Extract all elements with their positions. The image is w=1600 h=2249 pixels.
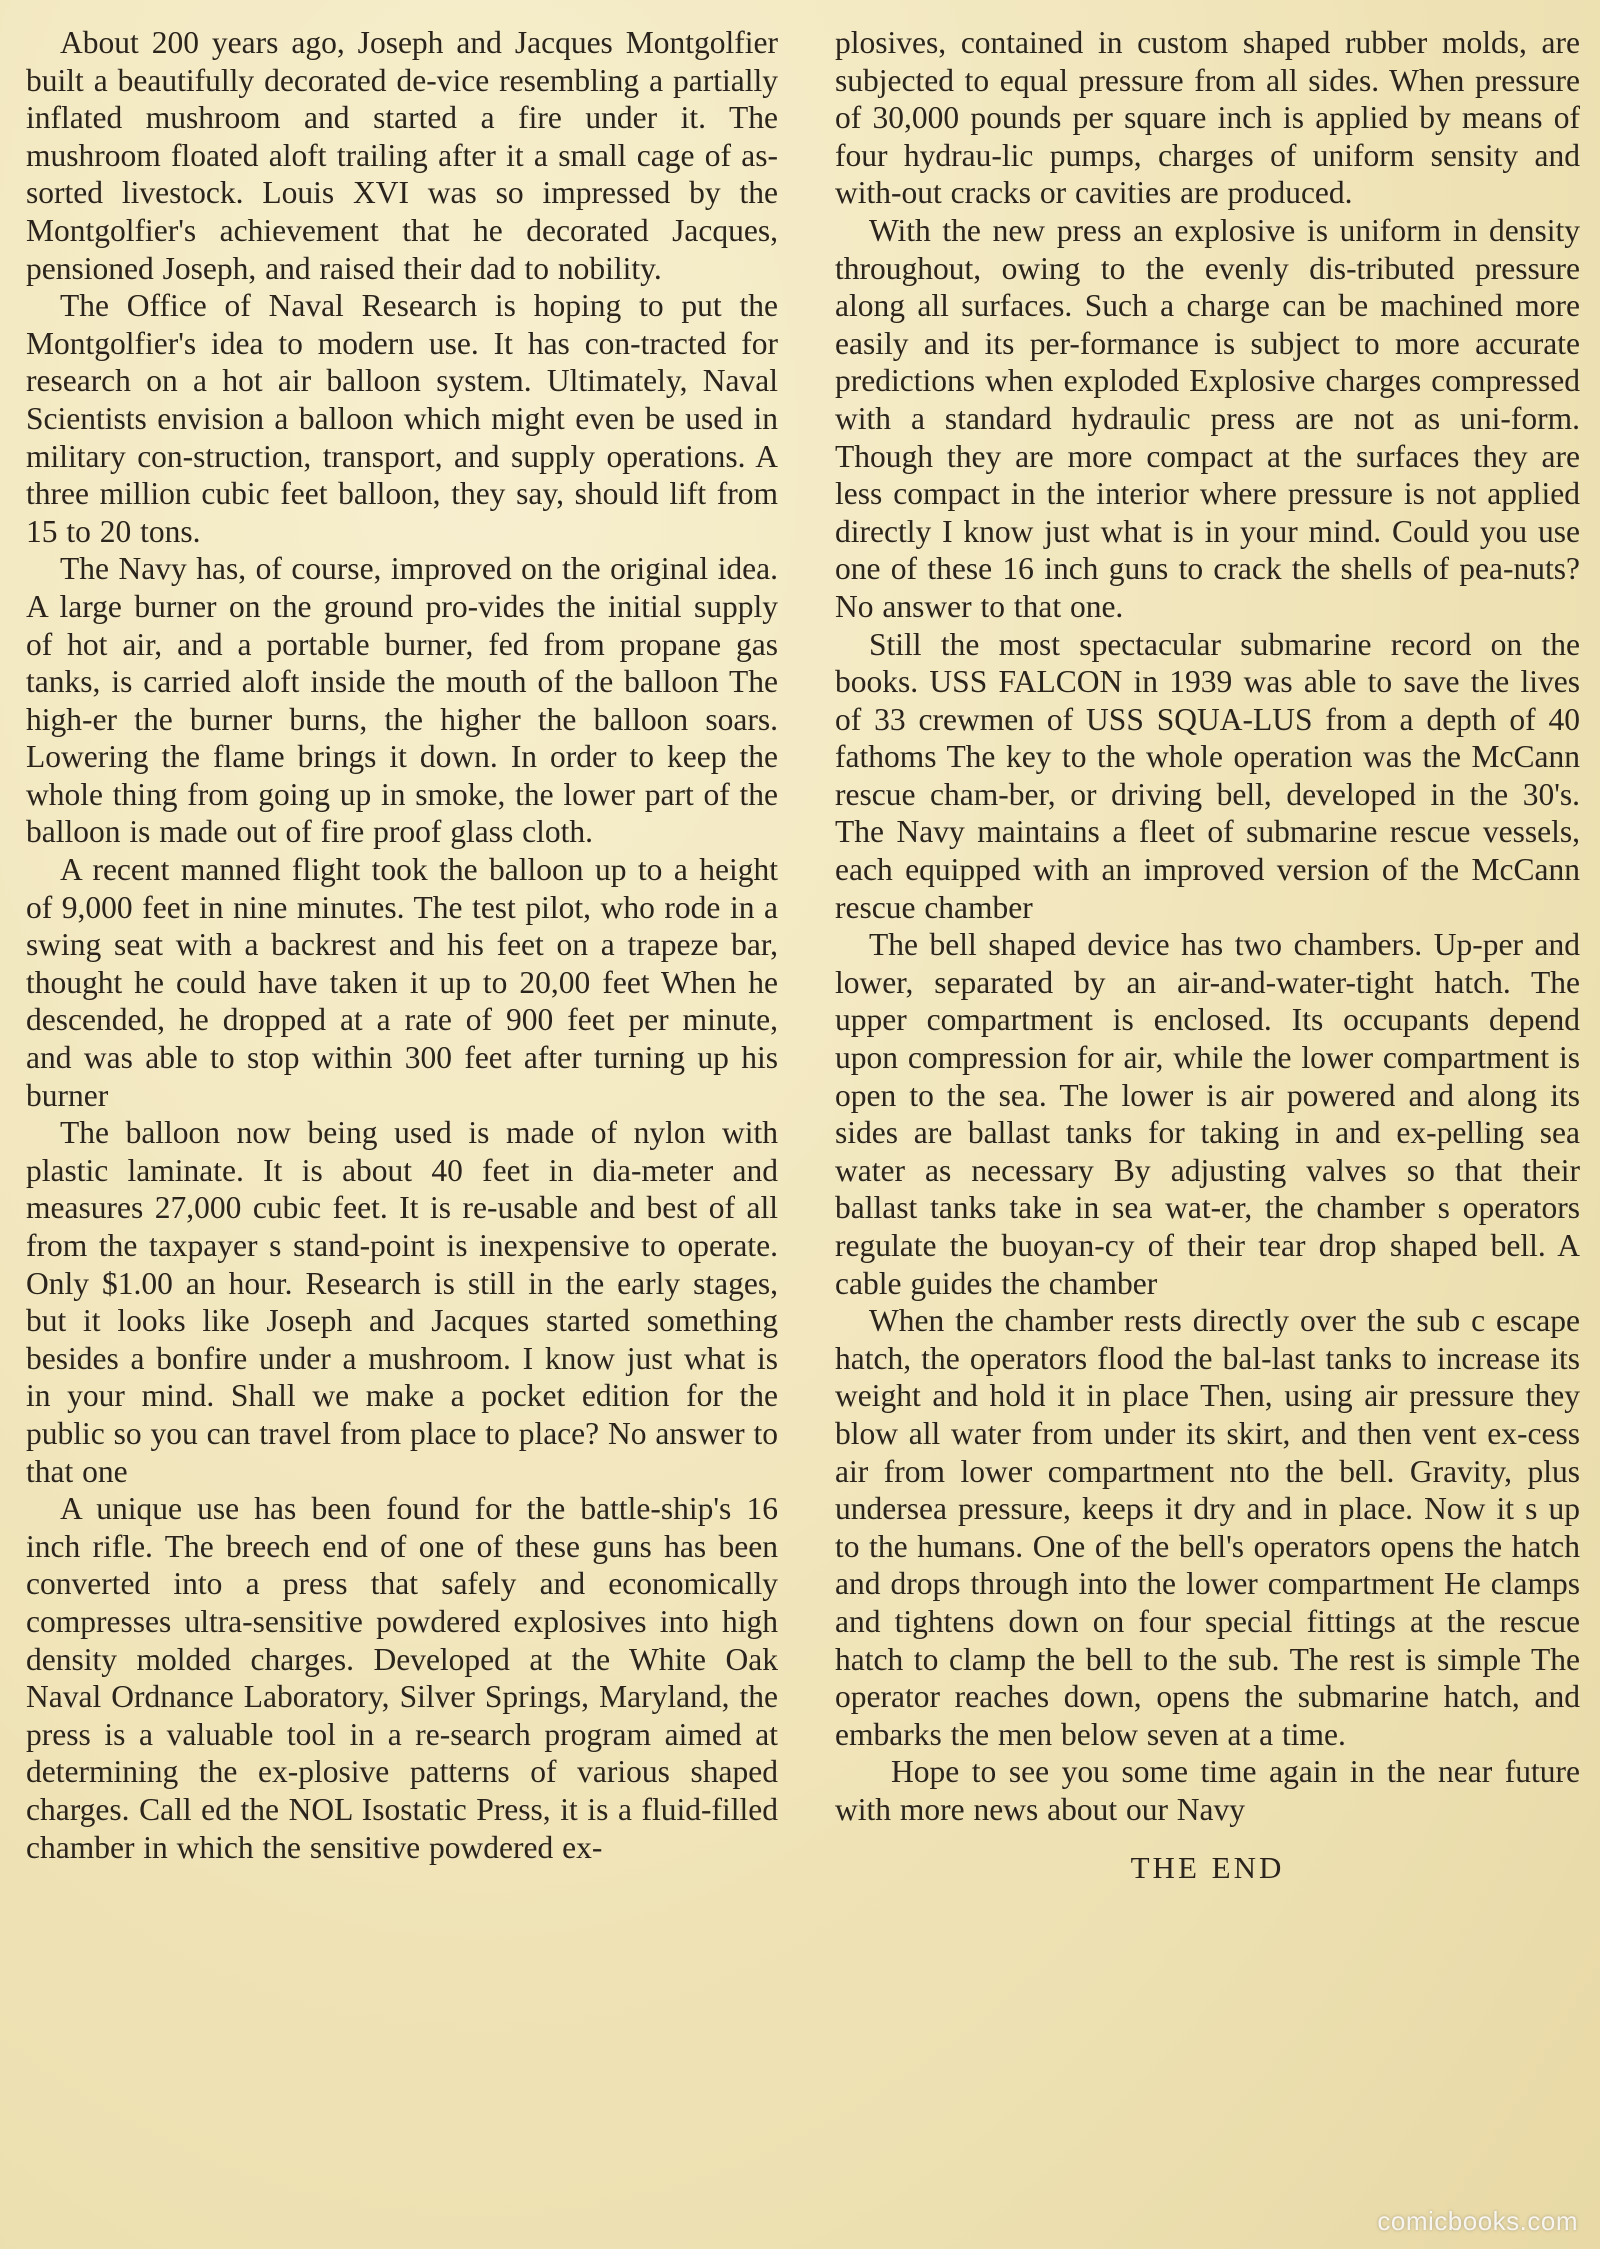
- paragraph-manned-flight: A recent manned flight took the balloon up to a height of 9,000 feet in nine minutes. The test pilot, who rode in a swing seat with a backrest and his feet on a trapeze bar, thought he could have taken it up to 20,00 feet When he descended, he dropped at a rate of 900 feet per minute, and was able to stop within 300 feet after turning up his burner: [26, 852, 778, 1113]
- the-end-label: THE END: [1130, 1849, 1285, 1885]
- paragraph-rescue-procedure: When the chamber rests directly over the sub c escape hatch, the operators flood the bal-last tanks to increase its weight and hold it in place Then, using air pressure they blow all water from under its skirt, and then vent ex-cess air from lower compartment nto the bell. Gravity, plus undersea pressure, keeps it dry and in place. Now it s up to the humans. One of the bell's operators opens the hatch and drops through into the lower compartment He clamps and tightens down on four special fittings at the rescue hatch to clamp the bell to the sub. The rest is simple The operator reaches down, opens the submarine hatch, and embarks the men below seven at a time.: [835, 1303, 1580, 1752]
- paragraph-bell-device: The bell shaped device has two chambers. Up-per and lower, separated by an air-and-water-tight hatch. The upper compartment is enclosed. Its occupants depend upon compression for air, while the lower compartment is open to the sea. The lower is air powered and along its sides are ballast tanks for taking in and ex-pelling sea water as necessary By adjusting valves so that their ballast tanks take in sea wat-er, the chamber s operators regulate the buoyan-cy of their tear drop shaped bell. A cable guides the chamber: [835, 927, 1580, 1301]
- right-column: [835, 24, 1580, 1886]
- left-column: [26, 24, 778, 1866]
- paragraph-battleship-rifle: A unique use has been found for the battle-ship's 16 inch rifle. The breech end of one of these guns has been converted into a press that safely and economically compresses ultra-sensitive powdered explosives into high density molded charges. Developed at the White Oak Naval Ordnance Laboratory, Silver Springs, Maryland, the press is a valuable tool in a re-search program aimed at determining the ex-plosive patterns of various shaped charges. Call ed the NOL Isostatic Press, it is a fluid-filled chamber in which the sensitive powdered ex-: [26, 1491, 778, 1865]
- paragraph-explosives-cont: plosives, contained in custom shaped rubber molds, are subjected to equal pressure from all sides. When pressure of 30,000 pounds per square inch is applied by means of four hydrau-lic pumps, charges of uniform sensity and with-out cracks or cavities are produced.: [835, 25, 1580, 211]
- paragraph-naval-research: The Office of Naval Research is hoping to put the Montgolfier's idea to modern use. It has con-tracted for research on a hot air balloon system. Ultimately, Naval Scientists envision a balloon which might even be used in military con-struction, transport, and supply operations. A three million cubic feet balloon, they say, should lift from 15 to 20 tons.: [26, 288, 778, 549]
- paragraph-closing: Hope to see you some time again in the near future with more news about our Navy: [835, 1754, 1580, 1827]
- paragraph-submarine-record: Still the most spectacular submarine record on the books. USS FALCON in 1939 was able to save the lives of 33 crewmen of USS SQUA-LUS from a depth of 40 fathoms The key to the whole operation was the McCann rescue cham-ber, or driving bell, developed in the 30's. The Navy maintains a fleet of submarine rescue vessels, each equipped with an improved version of the McCann rescue chamber: [835, 626, 1580, 925]
- paragraph-navy-burner: The Navy has, of course, improved on the original idea. A large burner on the ground pro-vides the initial supply of hot air, and a portable burner, fed from propane gas tanks, is carried aloft inside the mouth of the balloon The high-er the burner burns, the higher the balloon soars. Lowering the flame brings it down. In order to keep the whole thing from going up in smoke, the lower part of the balloon is made out of fire proof glass cloth.: [26, 551, 778, 850]
- watermark-text: comicbooks.com: [1377, 2206, 1578, 2236]
- paragraph-montgolfier-history: About 200 years ago, Joseph and Jacques Montgolfier built a beautifully decorated de-vice resembling a partially inflated mushroom and started a fire under it. The mushroom floated aloft trailing after it a small cage of as-sorted livestock. Louis XVI was so impressed by the Montgolfier's achievement that he decorated Jacques, pensioned Joseph, and raised their dad to nobility.: [26, 25, 778, 286]
- paragraph-nylon-balloon: The balloon now being used is made of nylon with plastic laminate. It is about 40 feet in dia-meter and measures 27,000 cubic feet. It is re-usable and best of all from the taxpayer s stand-point is inexpensive to operate. Only $1.00 an hour. Research is still in the early stages, but it looks like Joseph and Jacques started something besides a bonfire under a mushroom. I know just what is in your mind. Shall we make a pocket edition for the public so you can travel from place to place? No answer to that one: [26, 1115, 778, 1489]
- paragraph-new-press: With the new press an explosive is uniform in density throughout, owing to the evenly dis-tributed pressure along all surfaces. Such a charge can be machined more easily and its per-formance is subject to more accurate predictions when exploded Explosive charges compressed with a standard hydraulic press are not as uni-form. Though they are more compact at the surfaces they are less compact in the interior where pressure is not applied directly I know just what is in your mind. Could you use one of these 16 inch guns to crack the shells of pea-nuts? No answer to that one.: [835, 212, 1580, 624]
